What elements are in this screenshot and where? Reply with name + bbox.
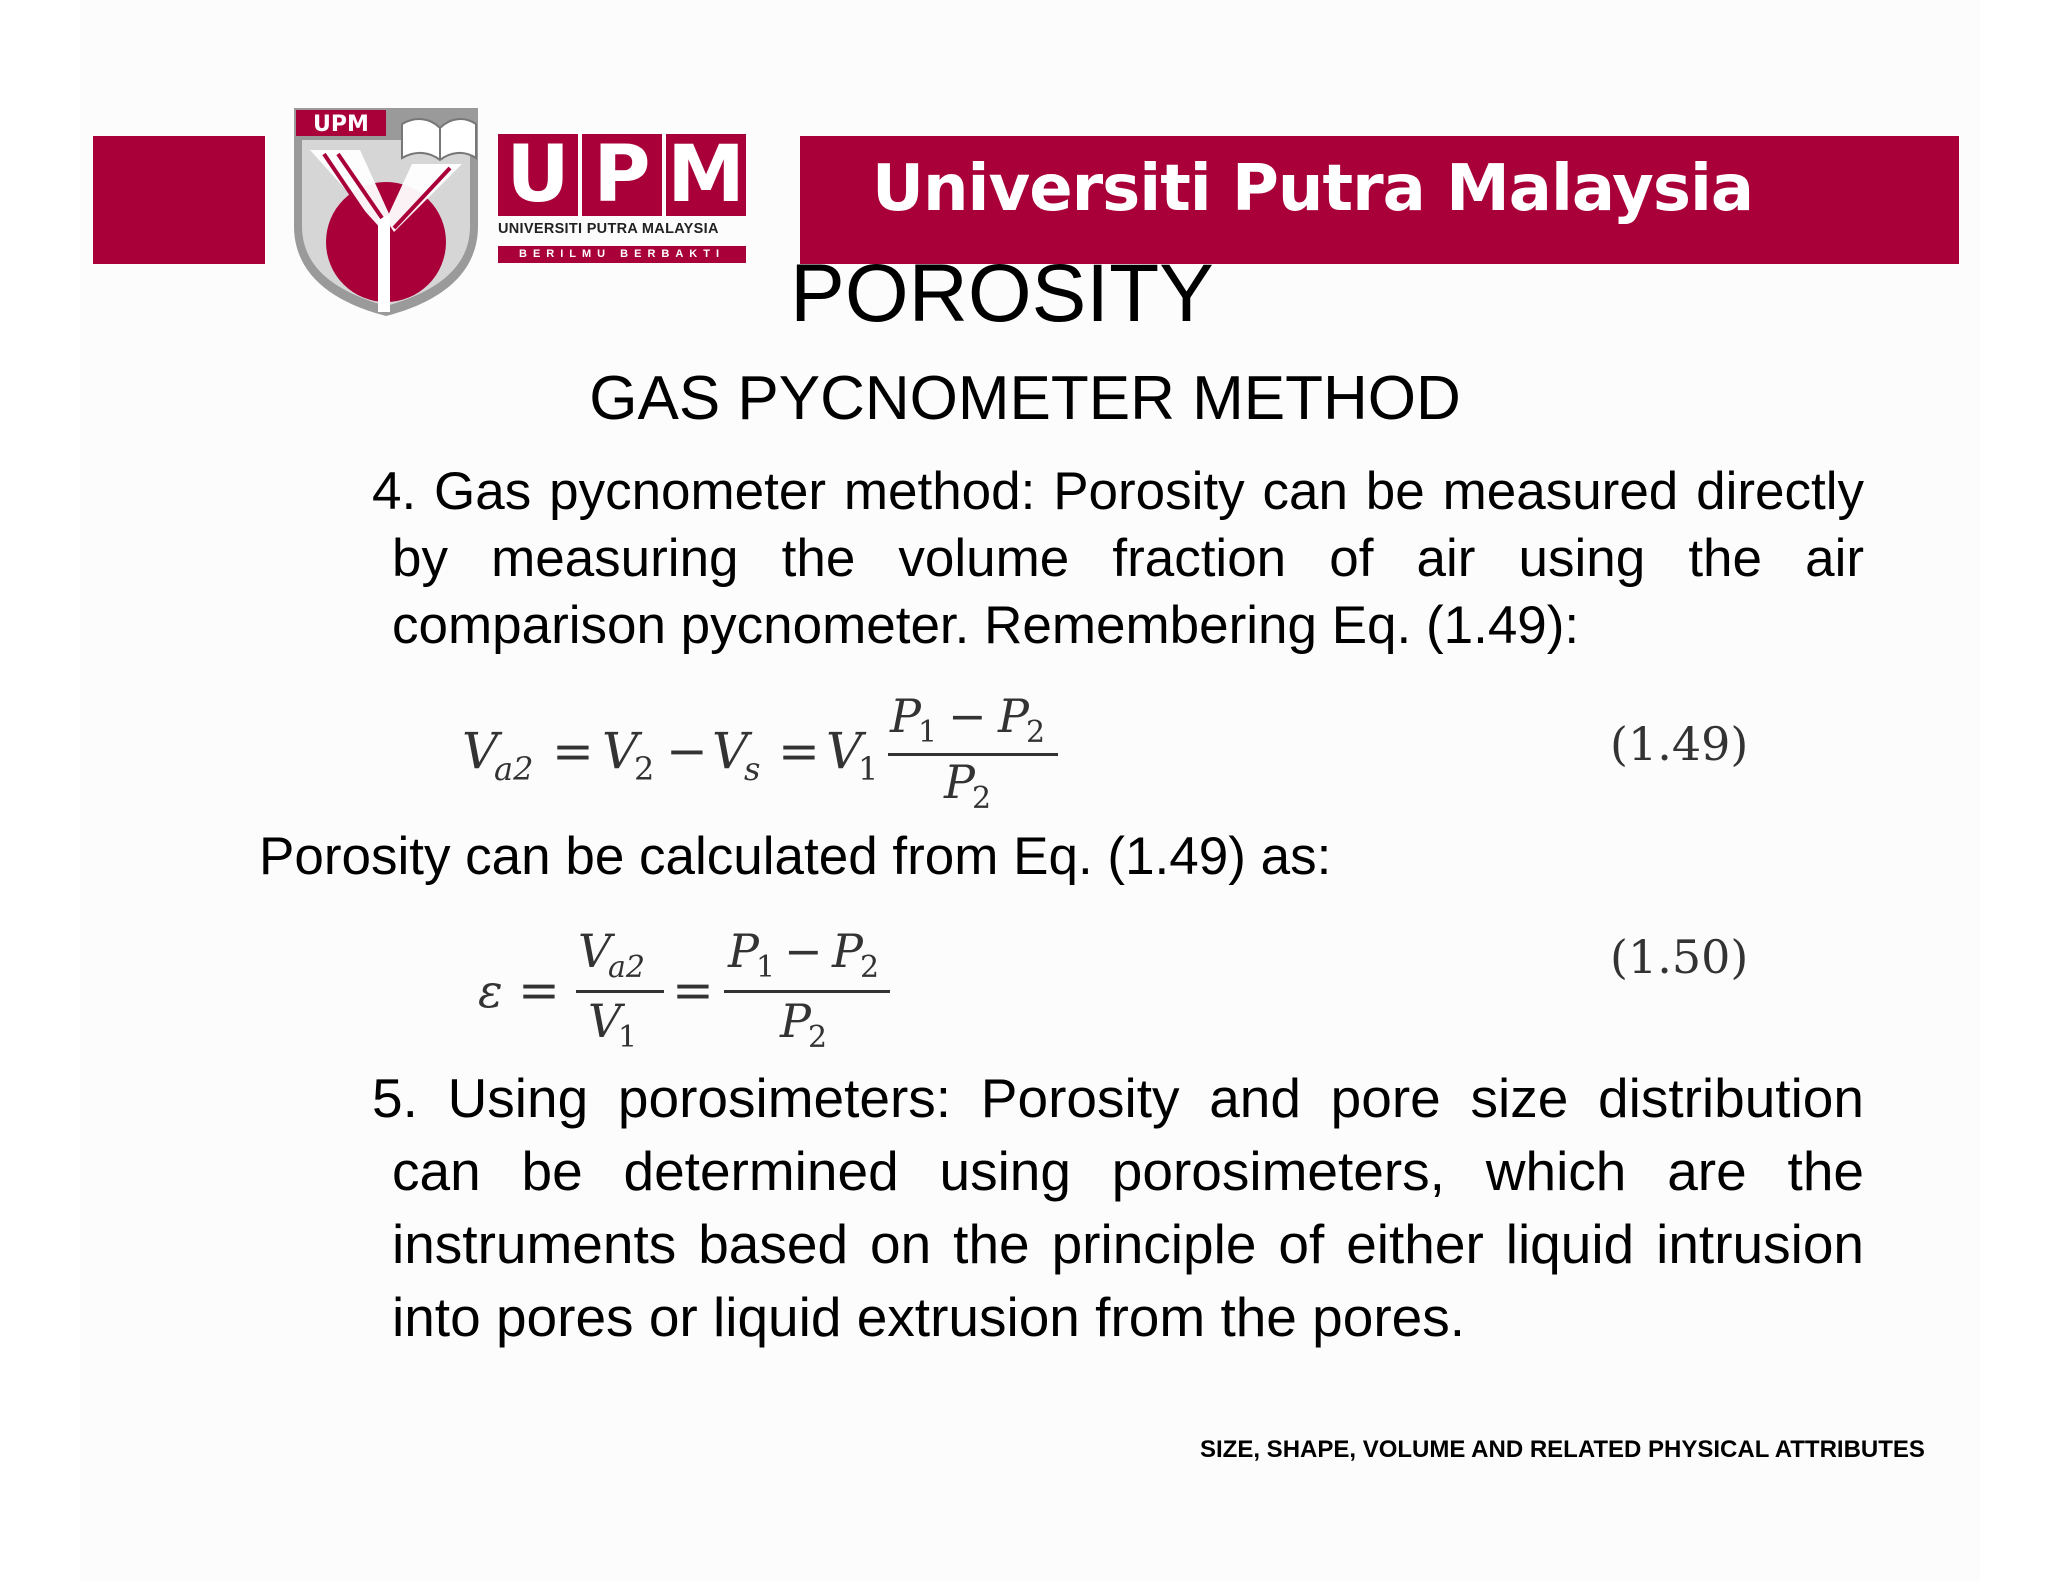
eq150-frac2-minus: − bbox=[784, 925, 823, 978]
eq150-frac2-denominator-sub: 2 bbox=[808, 1020, 828, 1055]
eq149-term-2: V bbox=[712, 722, 749, 780]
eq149-numerator-minus: − bbox=[948, 689, 987, 743]
eq150-frac2-numerator-a: P bbox=[728, 925, 759, 978]
eq150-frac2-numerator-a-sub: 1 bbox=[756, 950, 776, 985]
equation-number-1-49: (1.49) bbox=[1610, 717, 1749, 771]
eq149-minus-1: − bbox=[666, 722, 708, 780]
logo-motto: BERILMU BERBAKTI bbox=[498, 246, 746, 263]
eq149-term-3-sub: 1 bbox=[858, 750, 879, 788]
logo-letter-m: M bbox=[667, 134, 745, 216]
eq150-frac2-numerator-b: P bbox=[832, 925, 863, 978]
eq150-equals-2: = bbox=[672, 961, 714, 1019]
eq149-term-2-sub: s bbox=[744, 750, 761, 788]
eq149-term-1: V bbox=[602, 722, 639, 780]
logo-letter-u: U bbox=[498, 134, 578, 216]
eq150-frac1-numerator: V bbox=[578, 925, 612, 978]
equation-number-1-50: (1.50) bbox=[1610, 930, 1749, 984]
eq149-numerator-a-sub: 1 bbox=[918, 715, 938, 750]
eq149-term-1-sub: 2 bbox=[634, 750, 655, 788]
eq149-denominator-sub: 2 bbox=[972, 781, 992, 810]
eq149-lhs: V bbox=[462, 722, 499, 780]
porosity-calc-text: Porosity can be calculated from Eq. (1.49) as: bbox=[259, 827, 1332, 886]
eq150-frac2-denominator: P bbox=[780, 994, 811, 1048]
eq150-fraction-bar-1 bbox=[576, 990, 664, 993]
eq149-numerator-b-sub: 2 bbox=[1026, 715, 1046, 750]
university-name-banner: Universiti Putra Malaysia bbox=[872, 152, 1754, 226]
eq149-lhs-sub: a2 bbox=[494, 750, 534, 788]
eq150-fraction-bar-2 bbox=[724, 990, 890, 993]
eq149-term-3: V bbox=[826, 722, 863, 780]
crest-label: UPM bbox=[313, 112, 369, 137]
slide-footer: SIZE, SHAPE, VOLUME AND RELATED PHYSICAL ATTRIBUTES bbox=[1200, 1436, 1925, 1463]
slide-subtitle: GAS PYCNOMETER METHOD bbox=[589, 364, 1461, 433]
item-5-paragraph: 5. Using porosimeters: Porosity and pore size distribution can be determined using porosimeters, which are the instruments based on the principle of either liquid intrusion into pores or liquid extrusion from the pores. bbox=[372, 1067, 1864, 1348]
upm-wordmark bbox=[498, 134, 746, 216]
eq150-frac1-denominator: V bbox=[588, 994, 622, 1048]
slide-title-row bbox=[0, 246, 2048, 342]
eq149-equals-2: = bbox=[778, 722, 820, 780]
eq150-equals-1: = bbox=[518, 961, 560, 1019]
slide-subtitle-row bbox=[0, 362, 2048, 436]
logo-fullname: UNIVERSITI PUTRA MALAYSIA bbox=[498, 221, 719, 237]
eq150-frac1-numerator-sub: a2 bbox=[608, 950, 645, 985]
eq150-lhs: ε bbox=[478, 964, 503, 1018]
logo-letter-p: P bbox=[582, 134, 662, 216]
equation-1-49 bbox=[460, 680, 1760, 810]
eq149-equals-1: = bbox=[552, 722, 594, 780]
header-band-left bbox=[93, 136, 265, 264]
eq149-numerator-a: P bbox=[890, 689, 921, 743]
eq150-frac1-denominator-sub: 1 bbox=[618, 1020, 638, 1055]
eq149-numerator-b: P bbox=[998, 689, 1029, 743]
item-4-paragraph: 4. Gas pycnometer method: Porosity can be measured directly by measuring the volume fraction of air using the air comparison pycnometer. Remembering Eq. (1.49): bbox=[372, 462, 1864, 655]
eq149-denominator: P bbox=[944, 755, 975, 809]
slide-title: POROSITY bbox=[790, 248, 1214, 339]
equation-1-50 bbox=[470, 925, 1770, 1065]
eq150-frac2-numerator-b-sub: 2 bbox=[860, 950, 880, 985]
